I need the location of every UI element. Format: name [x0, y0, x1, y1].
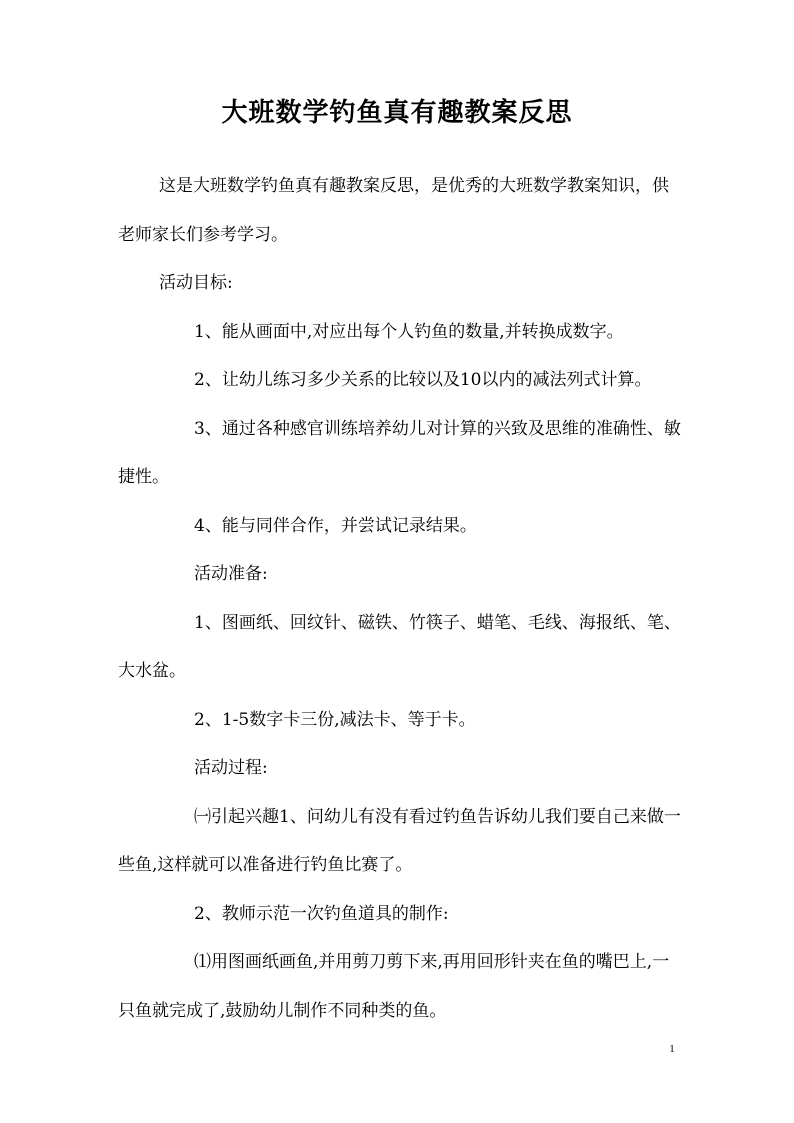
process-step-2: 2、教师示范一次钓鱼道具的制作: [194, 903, 449, 924]
process-step-2-detail: ⑴用图画纸画鱼,并用剪刀剪下来,再用回形针夹在鱼的嘴巴上,一只鱼就完成了,鼓励幼儿制作不同种类的鱼。 [118, 952, 670, 1021]
preparation-item-1: 1、图画纸、回纹针、磁铁、竹筷子、蜡笔、毛线、海报纸、笔、大水盆。 [118, 612, 681, 681]
goal-item-3: 3、通过各种感官训练培养幼儿对计算的兴致及思维的准确性、敏捷性。 [118, 418, 681, 487]
goal-item-1: 1、能从画面中,对应出每个人钓鱼的数量,并转换成数字。 [194, 321, 624, 342]
preparation-item-2: 2、1-5数字卡三份,减法卡、等于卡。 [194, 709, 476, 730]
page-number: 1 [669, 1043, 675, 1055]
document-body [118, 162, 684, 1035]
process-step-1: ㈠引起兴趣1、问幼儿有没有看过钓鱼告诉幼儿我们要自己来做一些鱼,这样就可以准备进行钓鱼比赛了。 [118, 806, 681, 875]
goal-item-4: 4、能与同伴合作，并尝试记录结果。 [194, 515, 477, 536]
intro-paragraph: 这是大班数学钓鱼真有趣教案反思，是优秀的大班数学教案知识，供老师家长们参考学习。 [118, 176, 669, 245]
section-heading-process: 活动过程: [194, 758, 268, 778]
goal-item-2: 2、让幼儿练习多少关系的比较以及10以内的减法列式计算。 [194, 370, 652, 390]
section-heading-preparation: 活动准备: [194, 564, 268, 584]
document-title: 大班数学钓鱼真有趣教案反思 [221, 98, 573, 128]
section-heading-goals: 活动目标: [159, 273, 233, 293]
